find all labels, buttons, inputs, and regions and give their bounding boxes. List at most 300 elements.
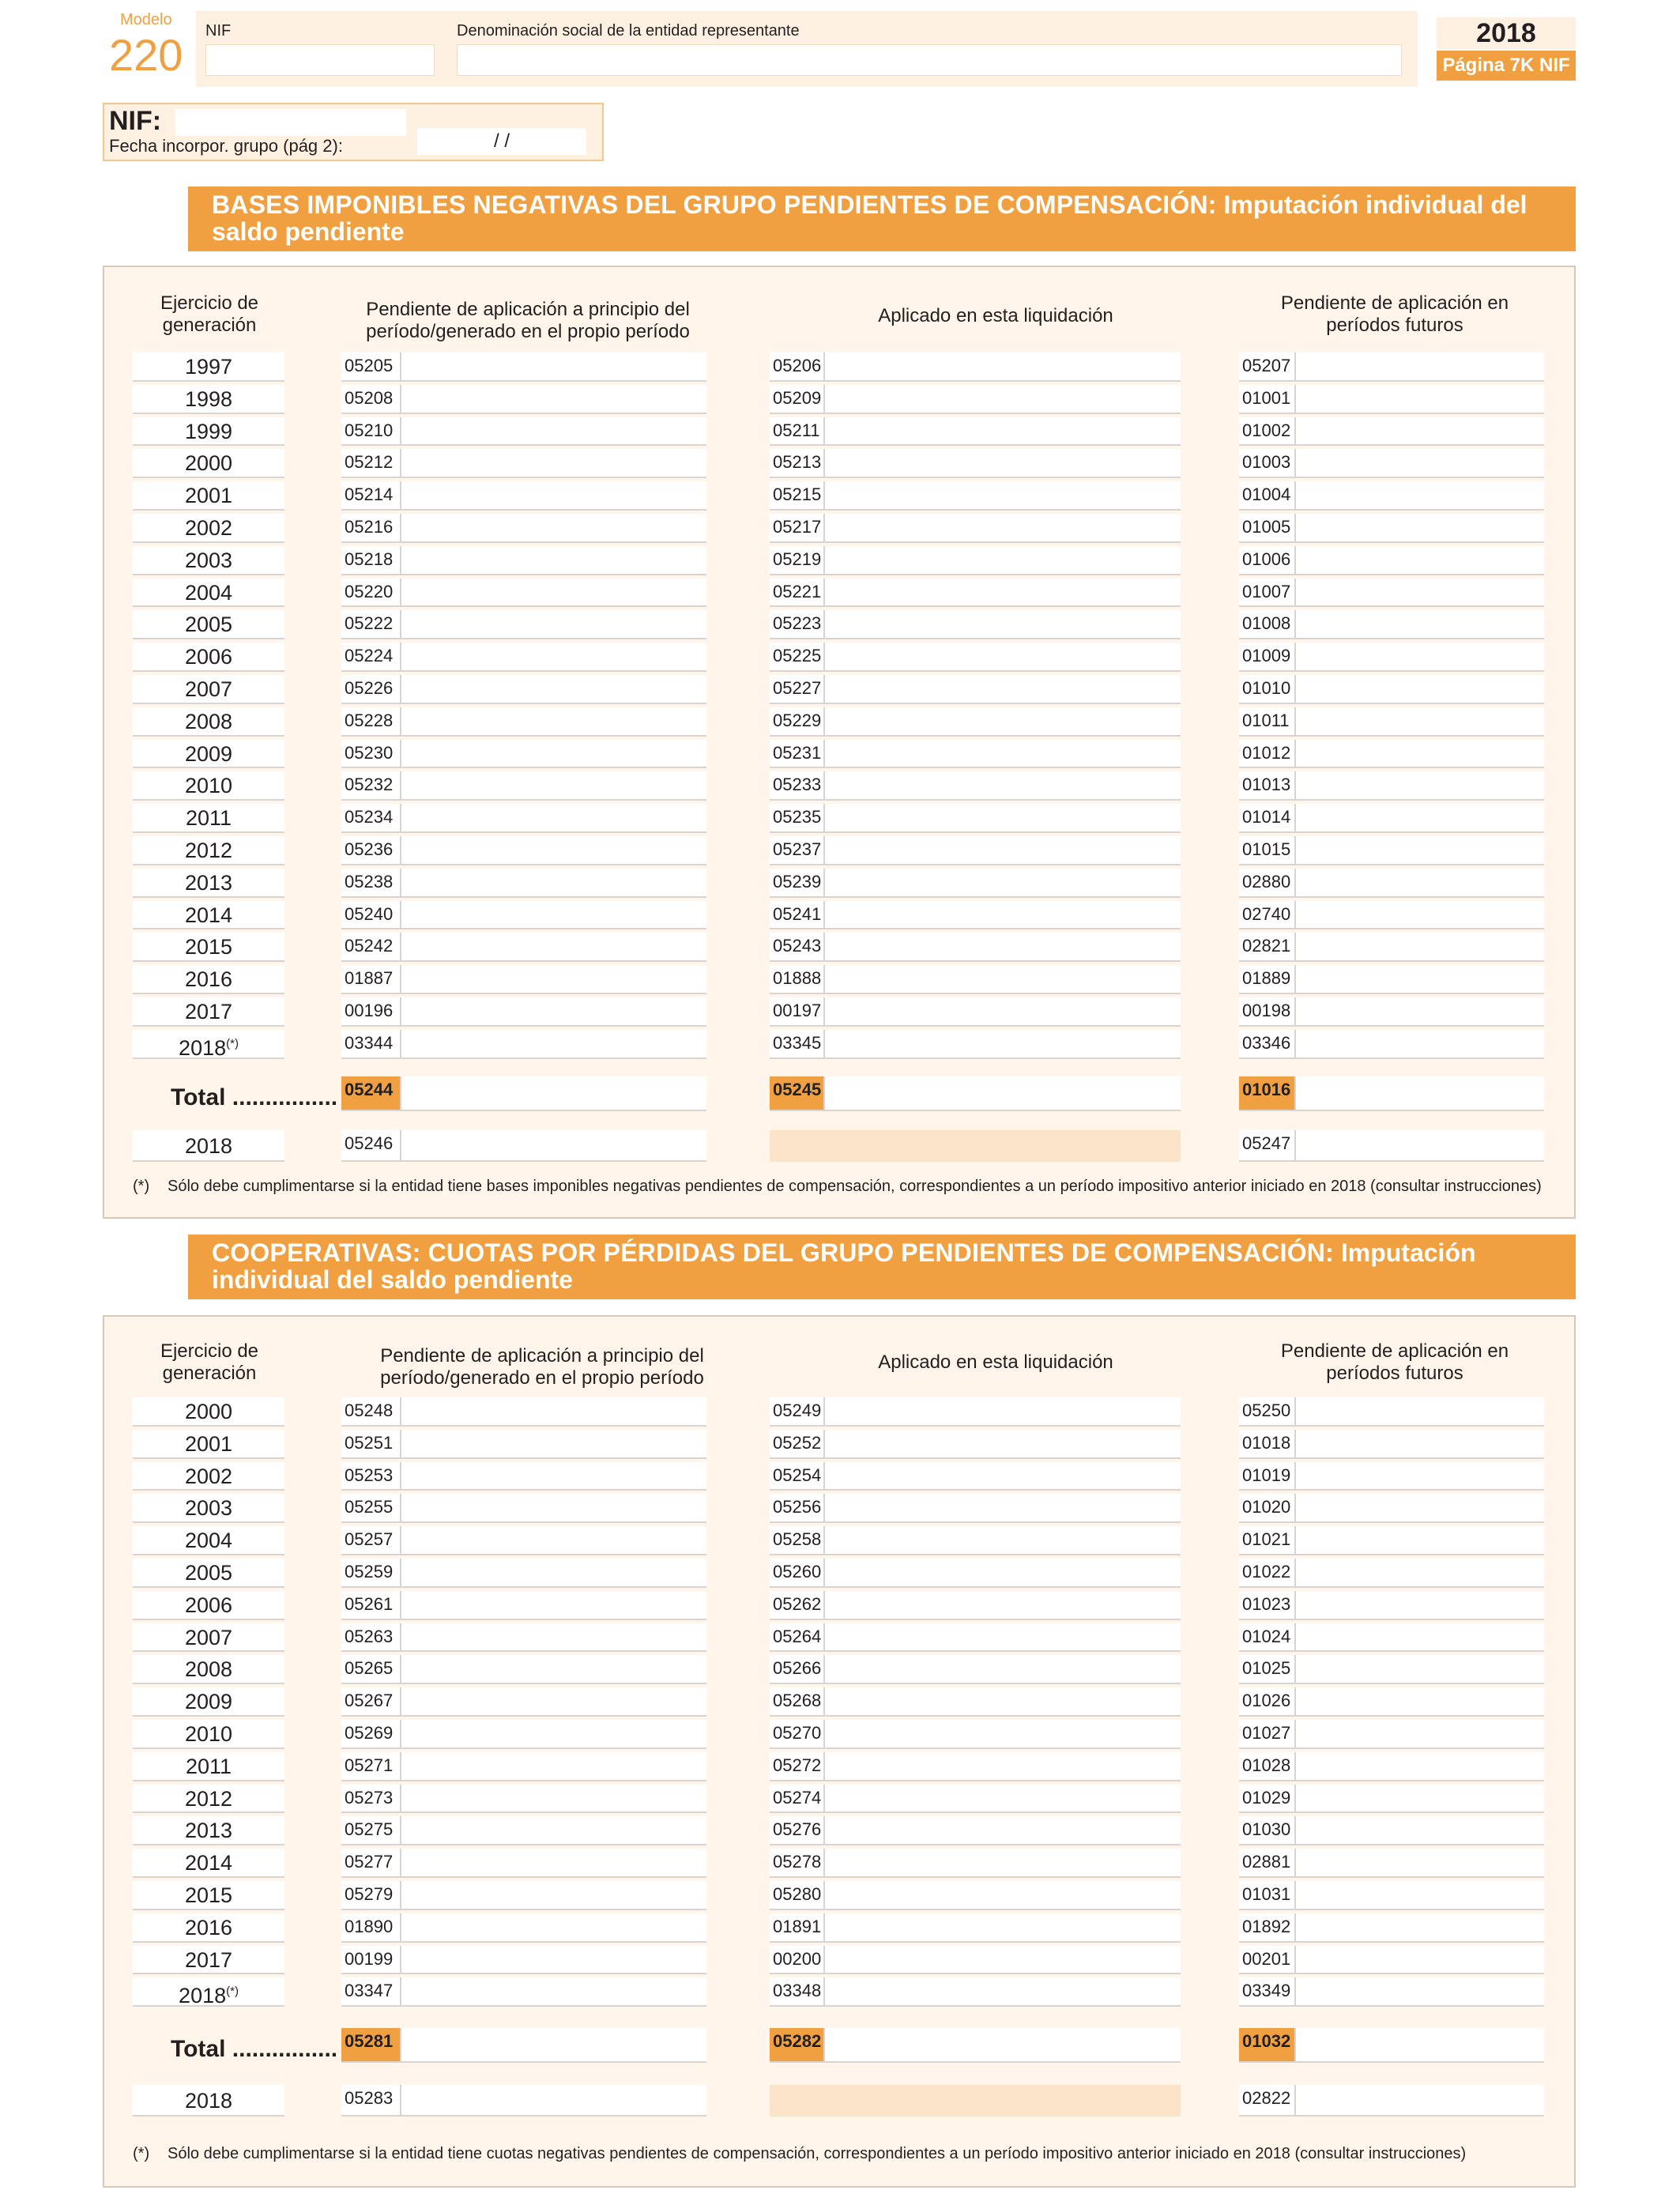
- section1-field-c[interactable]: [1239, 546, 1544, 575]
- section2-field-c[interactable]: [1239, 1946, 1544, 1975]
- section2-field-b[interactable]: [770, 1946, 1181, 1975]
- section1-field-c-code: 03346: [1239, 1030, 1296, 1057]
- section1-field-a[interactable]: [341, 579, 706, 608]
- section1-field-c[interactable]: [1239, 643, 1544, 672]
- section1-field-c-code: 00198: [1239, 997, 1296, 1025]
- section1-year-cell: [133, 869, 284, 898]
- section2-title-rest: Imputación individual del saldo pendiente: [212, 1238, 1476, 1294]
- section1-field-c-code: 01011: [1239, 707, 1296, 735]
- section1-field-c[interactable]: [1239, 965, 1544, 994]
- section2-field-b[interactable]: [770, 1913, 1181, 1943]
- section2-field-c[interactable]: [1239, 1720, 1544, 1749]
- section1-field-a-code: 05220: [341, 579, 401, 606]
- section1-field-c-code: 01010: [1239, 675, 1296, 703]
- section2-year-text: 2013: [184, 1819, 233, 1843]
- section2-field-a[interactable]: [341, 1849, 706, 1878]
- section1-year-cell: [133, 771, 284, 801]
- section1-field-b[interactable]: [770, 901, 1181, 930]
- section1-field-c-code: 02740: [1239, 901, 1296, 929]
- section2-year-cell: [133, 1623, 284, 1653]
- nif-header-field[interactable]: [205, 44, 435, 76]
- section1-field-c-code: 01006: [1239, 546, 1296, 574]
- section2-year-text: 2004: [184, 1529, 233, 1553]
- section2-field-b-code: 05266: [770, 1655, 825, 1683]
- section1-field-c-code: 01001: [1239, 385, 1296, 413]
- section2-field-a[interactable]: [341, 1720, 706, 1749]
- section2-field-b-code: 00200: [770, 1946, 825, 1973]
- section1-field-c[interactable]: [1239, 707, 1544, 737]
- section2-year-text: 2015: [184, 1883, 233, 1907]
- section1-field-a-code: 05226: [341, 675, 401, 703]
- section2-field-a-code: 05267: [341, 1687, 401, 1715]
- section1-field-b-code: 05209: [770, 385, 825, 413]
- section2-field-b[interactable]: [770, 1430, 1181, 1459]
- section2-year-text: 2014: [184, 1851, 233, 1875]
- section2-field-b[interactable]: [770, 1687, 1181, 1717]
- section2-field-b[interactable]: [770, 1623, 1181, 1653]
- section2-field-a[interactable]: [341, 1752, 706, 1781]
- section1-field-a[interactable]: [341, 965, 706, 994]
- section2-year-cell: [133, 1785, 284, 1814]
- section1-field-c[interactable]: [1239, 740, 1544, 769]
- section1-field-b-code: 05221: [770, 579, 825, 606]
- section2-year-text: 2006: [184, 1593, 233, 1617]
- section1-field-c[interactable]: [1239, 352, 1544, 382]
- section2-field-c-code: 01024: [1239, 1623, 1296, 1651]
- section1-field-a-code: 05205: [341, 352, 401, 380]
- section1-final-c-code: 05247: [1239, 1130, 1296, 1160]
- section1-field-a-code: 05224: [341, 643, 401, 670]
- section2-field-c-code: 01031: [1239, 1881, 1296, 1909]
- section2-field-a-code: 05261: [341, 1591, 401, 1619]
- section1-field-a[interactable]: [341, 707, 706, 737]
- section1-field-a[interactable]: [341, 610, 706, 639]
- section1-year-cell: [133, 579, 284, 608]
- section1-field-c-code: 01012: [1239, 740, 1296, 767]
- modelo-number: 220: [109, 30, 183, 80]
- nif-box-field[interactable]: [175, 109, 406, 136]
- section2-field-c[interactable]: [1239, 1655, 1544, 1684]
- section2-year-text: 2007: [184, 1625, 233, 1649]
- section1-year-cell: [133, 417, 284, 447]
- section2-field-a[interactable]: [341, 1397, 706, 1427]
- section1-year-text: 2016: [184, 967, 233, 992]
- section2-field-a[interactable]: [341, 1559, 706, 1588]
- section1-field-b-code: 05223: [770, 610, 825, 638]
- section1-field-a[interactable]: [341, 481, 706, 511]
- section1-field-c[interactable]: [1239, 804, 1544, 833]
- section1-year-text: 1997: [184, 355, 233, 379]
- section2-field-b[interactable]: [770, 1494, 1181, 1523]
- section1-field-c[interactable]: [1239, 449, 1544, 478]
- section1-field-a[interactable]: [341, 643, 706, 672]
- section2-field-a[interactable]: [341, 1977, 706, 2007]
- section2-field-c[interactable]: [1239, 1913, 1544, 1943]
- section1-field-b-code: 05217: [770, 514, 825, 541]
- section2-year-cell: [133, 1655, 284, 1684]
- section1-field-b[interactable]: [770, 579, 1181, 608]
- section1-field-b[interactable]: [770, 707, 1181, 737]
- section1-field-a-code: 05222: [341, 610, 401, 638]
- section1-field-b[interactable]: [770, 610, 1181, 639]
- section1-year-text: 2017: [184, 1000, 233, 1023]
- section2-field-b[interactable]: [770, 1591, 1181, 1620]
- section2-field-c-code: 00201: [1239, 1946, 1296, 1973]
- section1-field-b-code: 05233: [770, 771, 825, 799]
- section1-field-a[interactable]: [341, 933, 706, 962]
- nif-header-label: NIF: [205, 22, 232, 40]
- section1-field-a-code: 01887: [341, 965, 401, 993]
- section2-final-c-code: 02822: [1239, 2085, 1296, 2115]
- section2-field-c[interactable]: [1239, 1752, 1544, 1781]
- section1-field-b-code: 05241: [770, 901, 825, 929]
- section1-year-cell: [133, 804, 284, 833]
- section2-field-a[interactable]: [341, 1430, 706, 1459]
- section2-field-a-code: 05265: [341, 1655, 401, 1683]
- section2-footnote: Sólo debe cumplimentarse si la entidad tiene cuotas negativas pendientes de compensación, correspondientes a un período impositivo anterior iniciado en 2018 (consultar instrucciones): [168, 2145, 1467, 2162]
- section1-total-a[interactable]: [341, 1076, 706, 1111]
- section1-field-a[interactable]: [341, 804, 706, 833]
- section1-year-text: 2012: [184, 839, 233, 862]
- section2-field-c[interactable]: [1239, 1816, 1544, 1845]
- section2-field-a[interactable]: [341, 1623, 706, 1653]
- section1-field-b[interactable]: [770, 675, 1181, 704]
- section2-field-c[interactable]: [1239, 1687, 1544, 1717]
- section1-field-b[interactable]: [770, 643, 1181, 672]
- section2-year-cell: [133, 1720, 284, 1749]
- section1-field-a-code: 05236: [341, 836, 401, 864]
- section1-field-b[interactable]: [770, 385, 1181, 414]
- section2-field-c-code: 01019: [1239, 1462, 1296, 1490]
- section1-field-a[interactable]: [341, 417, 706, 447]
- section1-field-b-code: 00197: [770, 997, 825, 1025]
- section2-year-cell: [133, 1591, 284, 1620]
- section2-field-c-code: 01018: [1239, 1430, 1296, 1457]
- section2-total-b-code: 05282: [770, 2028, 825, 2061]
- section2-col-b-header: Aplicado en esta liquidación: [878, 1351, 1113, 1373]
- section2-field-a-code: 05253: [341, 1462, 401, 1490]
- section2-total-a-code: 05281: [341, 2028, 401, 2061]
- section1-field-a[interactable]: [341, 771, 706, 801]
- section1-field-c[interactable]: [1239, 997, 1544, 1027]
- section1-year-cell: [133, 514, 284, 543]
- section1-field-a[interactable]: [341, 869, 706, 898]
- section2-field-b-code: 05270: [770, 1720, 825, 1747]
- section2-field-c[interactable]: [1239, 1462, 1544, 1491]
- section1-field-b[interactable]: [770, 804, 1181, 833]
- section1-field-a[interactable]: [341, 997, 706, 1027]
- section1-field-a-code: 05216: [341, 514, 401, 541]
- section2-field-c[interactable]: [1239, 1623, 1544, 1653]
- section1-field-a-code: 00196: [341, 997, 401, 1025]
- section2-field-c-code: 01030: [1239, 1816, 1296, 1844]
- section2-field-b[interactable]: [770, 1816, 1181, 1845]
- section2-field-c-code: 01025: [1239, 1655, 1296, 1683]
- section1-field-b[interactable]: [770, 771, 1181, 801]
- section2-field-c[interactable]: [1239, 1785, 1544, 1814]
- section1-field-c-code: 02880: [1239, 869, 1296, 896]
- section1-field-c[interactable]: [1239, 836, 1544, 865]
- section1-final-a-code: 05246: [341, 1130, 401, 1160]
- section2-field-a-code: 05251: [341, 1430, 401, 1457]
- section2-field-c-code: 01027: [1239, 1720, 1296, 1747]
- section2-year-text: 2009: [184, 1690, 233, 1714]
- section1-field-b[interactable]: [770, 417, 1181, 447]
- section2-col-year-header: Ejercicio de generación: [160, 1340, 259, 1384]
- section1-field-a-code: 05232: [341, 771, 401, 799]
- section2-field-b[interactable]: [770, 1559, 1181, 1588]
- section2-year-text: 2001: [184, 1431, 233, 1456]
- section1-year-text: 2014: [184, 903, 233, 927]
- section1-field-b[interactable]: [770, 481, 1181, 511]
- section2-year-cell: [133, 1977, 284, 2007]
- section1-field-c[interactable]: [1239, 385, 1544, 414]
- section2-field-a-code: 05259: [341, 1559, 401, 1586]
- section2-field-c[interactable]: [1239, 1977, 1544, 2007]
- section1-field-a-code: 05228: [341, 707, 401, 735]
- section1-field-a[interactable]: [341, 352, 706, 382]
- section1-field-b-code: 05215: [770, 481, 825, 509]
- section1-field-b-code: 05225: [770, 643, 825, 670]
- section2-total-a[interactable]: [341, 2028, 706, 2063]
- section2-field-c[interactable]: [1239, 1849, 1544, 1878]
- section1-field-c[interactable]: [1239, 481, 1544, 511]
- section1-field-b[interactable]: [770, 449, 1181, 478]
- section1-year-text: 2018: [179, 1035, 227, 1060]
- section2-title-caps: COOPERATIVAS: CUOTAS POR PÉRDIDAS DEL GRUPO PENDIENTES DE COMPENSACIÓN:: [212, 1238, 1334, 1267]
- section1-title: [188, 187, 1576, 251]
- section2-field-c-code: 01022: [1239, 1559, 1296, 1586]
- section1-field-c-code: 05207: [1239, 352, 1296, 380]
- section1-field-c-code: 01005: [1239, 514, 1296, 541]
- section1-field-b[interactable]: [770, 965, 1181, 994]
- section2-field-b-code: 05256: [770, 1494, 825, 1521]
- section2-year-cell: [133, 1494, 284, 1523]
- section1-field-b-code: 05206: [770, 352, 825, 380]
- section1-field-a[interactable]: [341, 385, 706, 414]
- section2-year-cell: [133, 1559, 284, 1588]
- section1-field-b-code: 01888: [770, 965, 825, 993]
- section2-field-a[interactable]: [341, 1946, 706, 1975]
- section2-field-c[interactable]: [1239, 1526, 1544, 1555]
- denominacion-field[interactable]: [457, 44, 1402, 76]
- section1-field-a-code: 05242: [341, 933, 401, 960]
- section2-col-c-header: Pendiente de aplicación en períodos futuros: [1280, 1340, 1509, 1384]
- section1-footnote: Sólo debe cumplimentarse si la entidad tiene bases imponibles negativas pendientes de compensación, correspondientes a un período impositivo anterior iniciado en 2018 (consultar instrucciones): [168, 1178, 1542, 1195]
- section1-total-a-code: 05244: [341, 1076, 401, 1110]
- section1-field-a[interactable]: [341, 514, 706, 543]
- section1-field-c[interactable]: [1239, 610, 1544, 639]
- section2-field-c-code: 01020: [1239, 1494, 1296, 1521]
- section1-year-text: 2001: [184, 484, 233, 508]
- section1-col-c-header: Pendiente de aplicación en períodos futuros: [1280, 292, 1509, 336]
- section2-field-c-code: 01029: [1239, 1785, 1296, 1812]
- section2-field-c[interactable]: [1239, 1881, 1544, 1910]
- section1-field-c[interactable]: [1239, 869, 1544, 898]
- section2-field-a[interactable]: [341, 1913, 706, 1943]
- section2-final-b-shaded: [770, 2085, 1181, 2117]
- section1-field-a-code: 05214: [341, 481, 401, 509]
- section1-field-b-code: 05229: [770, 707, 825, 735]
- section2-field-a-code: 05263: [341, 1623, 401, 1651]
- section1-field-a[interactable]: [341, 901, 706, 930]
- page-badge: Página 7K NIF: [1437, 51, 1576, 81]
- section2-total-c[interactable]: [1239, 2028, 1544, 2063]
- section2-field-b[interactable]: [770, 1462, 1181, 1491]
- section2-field-b[interactable]: [770, 1849, 1181, 1878]
- section2-year-text: 2005: [184, 1561, 233, 1585]
- section2-field-a-code: 05275: [341, 1816, 401, 1844]
- section1-field-c-code: 01003: [1239, 449, 1296, 477]
- section1-footnote-mark: (*): [133, 1178, 150, 1195]
- section1-field-c[interactable]: [1239, 514, 1544, 543]
- section1-field-b[interactable]: [770, 836, 1181, 865]
- section2-field-a[interactable]: [341, 1816, 706, 1845]
- section1-year-text: 1999: [184, 419, 233, 443]
- section2-field-b-code: 05276: [770, 1816, 825, 1844]
- section1-field-c[interactable]: [1239, 579, 1544, 608]
- section1-year-cell: [133, 997, 284, 1027]
- denominacion-label: Denominación social de la entidad representante: [457, 22, 800, 40]
- section1-field-c[interactable]: [1239, 933, 1544, 962]
- section2-field-a[interactable]: [341, 1655, 706, 1684]
- section1-field-c[interactable]: [1239, 771, 1544, 801]
- section2-year-text: 2012: [184, 1786, 233, 1811]
- section2-title: [188, 1235, 1576, 1299]
- section1-field-a[interactable]: [341, 1030, 706, 1059]
- section2-field-b[interactable]: [770, 1526, 1181, 1555]
- section2-field-a[interactable]: [341, 1881, 706, 1910]
- section2-field-a[interactable]: [341, 1462, 706, 1491]
- section2-final-year: 2018: [133, 2085, 284, 2117]
- section1-field-b[interactable]: [770, 1030, 1181, 1059]
- section1-field-c-code: 02821: [1239, 933, 1296, 960]
- section2-field-c[interactable]: [1239, 1397, 1544, 1427]
- section2-field-c-code: 01023: [1239, 1591, 1296, 1619]
- section1-final-c[interactable]: [1239, 1130, 1544, 1162]
- section2-field-b-code: 05254: [770, 1462, 825, 1490]
- section2-field-c[interactable]: [1239, 1430, 1544, 1459]
- section1-field-b[interactable]: [770, 997, 1181, 1027]
- section2-field-b[interactable]: [770, 1752, 1181, 1781]
- section1-field-b-code: 05219: [770, 546, 825, 574]
- section2-field-c-code: 03349: [1239, 1977, 1296, 2005]
- section2-year-cell: [133, 1752, 284, 1781]
- section2-year-text: 2003: [184, 1496, 233, 1521]
- section1-field-a-code: 05240: [341, 901, 401, 929]
- section2-field-a-code: 05273: [341, 1785, 401, 1812]
- section1-field-b[interactable]: [770, 514, 1181, 543]
- section1-year-cell: [133, 1030, 284, 1059]
- section2-field-a[interactable]: [341, 1591, 706, 1620]
- section1-total-c[interactable]: [1239, 1076, 1544, 1111]
- section1-field-a[interactable]: [341, 449, 706, 478]
- section2-field-c[interactable]: [1239, 1591, 1544, 1620]
- section1-field-c[interactable]: [1239, 417, 1544, 447]
- section2-year-text: 2011: [185, 1754, 232, 1778]
- section2-field-a-code: 05257: [341, 1526, 401, 1554]
- section1-field-c[interactable]: [1239, 1030, 1544, 1059]
- section2-field-b-code: 05280: [770, 1881, 825, 1909]
- section2-year-cell: [133, 1397, 284, 1427]
- section2-total-b[interactable]: [770, 2028, 1181, 2063]
- section1-field-b[interactable]: [770, 740, 1181, 769]
- section1-field-a[interactable]: [341, 675, 706, 704]
- section2-field-b-code: 05252: [770, 1430, 825, 1457]
- section2-field-a-code: 05255: [341, 1494, 401, 1521]
- section1-field-a[interactable]: [341, 836, 706, 865]
- section1-year-text: 2010: [184, 774, 233, 798]
- section2-field-b-code: 03348: [770, 1977, 825, 2005]
- section1-field-a-code: 05208: [341, 385, 401, 413]
- fecha-incorporacion-field[interactable]: / /: [417, 128, 586, 155]
- section1-year-text: 1998: [184, 386, 233, 411]
- section1-year-text: 2008: [184, 709, 233, 733]
- section2-field-b[interactable]: [770, 1977, 1181, 2007]
- section1-field-b-code: 05237: [770, 836, 825, 864]
- section2-final-c[interactable]: [1239, 2085, 1544, 2117]
- section2-year-cell: [133, 1881, 284, 1910]
- section1-year-cell: [133, 901, 284, 930]
- section2-field-b[interactable]: [770, 1881, 1181, 1910]
- section1-total-b-code: 05245: [770, 1076, 825, 1110]
- section1-field-c-code: 01889: [1239, 965, 1296, 993]
- section1-year-cell: [133, 385, 284, 414]
- section2-field-b[interactable]: [770, 1655, 1181, 1684]
- section1-year-cell: [133, 610, 284, 639]
- section2-field-a[interactable]: [341, 1785, 706, 1814]
- section1-field-c[interactable]: [1239, 675, 1544, 704]
- section1-final-year: 2018: [133, 1130, 284, 1162]
- section2-field-b[interactable]: [770, 1720, 1181, 1749]
- section1-field-a[interactable]: [341, 740, 706, 769]
- section2-field-b-code: 05268: [770, 1687, 825, 1715]
- section2-year-text: 2018: [179, 1984, 227, 2008]
- section1-field-a-code: 05230: [341, 740, 401, 767]
- section1-field-c-code: 01007: [1239, 579, 1296, 606]
- section2-year-cell: [133, 1849, 284, 1878]
- section2-field-b-code: 05262: [770, 1591, 825, 1619]
- section1-field-b[interactable]: [770, 546, 1181, 575]
- section2-field-a[interactable]: [341, 1494, 706, 1523]
- section1-field-b-code: 05227: [770, 675, 825, 703]
- section1-final-a[interactable]: [341, 1130, 706, 1162]
- section1-year-cell: [133, 740, 284, 769]
- section2-field-c[interactable]: [1239, 1494, 1544, 1523]
- section2-final-a[interactable]: [341, 2085, 706, 2117]
- section2-field-c[interactable]: [1239, 1559, 1544, 1588]
- section2-year-cell: [133, 1816, 284, 1845]
- section1-field-c[interactable]: [1239, 901, 1544, 930]
- section2-total-label: Total ................: [171, 2036, 338, 2062]
- section1-field-b-code: 05231: [770, 740, 825, 767]
- section1-field-c-code: 01013: [1239, 771, 1296, 799]
- section1-field-b[interactable]: [770, 933, 1181, 962]
- section1-field-b[interactable]: [770, 352, 1181, 382]
- section1-year-text: 2013: [184, 870, 233, 895]
- section1-year-text: 2007: [184, 677, 233, 701]
- section2-field-b[interactable]: [770, 1785, 1181, 1814]
- section2-field-b[interactable]: [770, 1397, 1181, 1427]
- section2-field-a[interactable]: [341, 1526, 706, 1555]
- section1-field-a[interactable]: [341, 546, 706, 575]
- section1-total-b[interactable]: [770, 1076, 1181, 1111]
- section1-year-cell: [133, 352, 284, 382]
- section1-field-b[interactable]: [770, 869, 1181, 898]
- section2-field-a[interactable]: [341, 1687, 706, 1717]
- section1-title-rest: Imputación individual del saldo pendiente: [212, 190, 1527, 246]
- section1-field-b-code: 05235: [770, 804, 825, 831]
